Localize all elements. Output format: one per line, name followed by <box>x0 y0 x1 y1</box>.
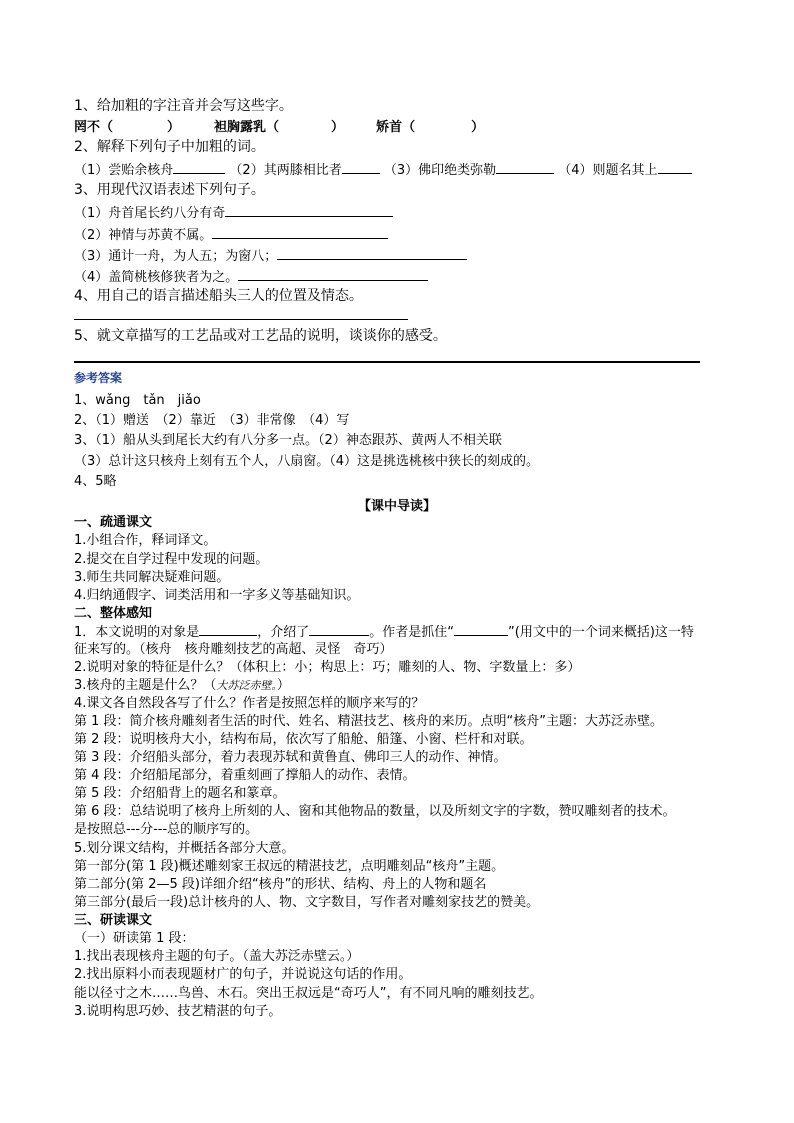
section-2-line-4 <box>74 677 290 694</box>
section-1-item: 4.归纳通假字、词类活用和一字多义等基础知识。 <box>74 588 360 603</box>
q1-item-1-close: ） <box>167 120 181 135</box>
order-note: 是按照总---分---总的顺序写的。 <box>74 822 259 837</box>
section-1-item: 1.小组合作，释词译文。 <box>74 533 217 548</box>
paragraph-summary: 第 1 段：简介核舟雕刻者生活的时代、姓名、精湛技艺、核舟的来历。点明“核舟”主题：大苏泛赤壁。 <box>74 714 664 729</box>
structure-part: 第三部分(最后一段)总计核舟的人、物、文字数目，写作者对雕刻家技艺的赞美。 <box>74 895 540 910</box>
answer-2: 2、（1）赠送 （2）靠近 （3）非常像 （4）写 <box>74 413 350 428</box>
q3-item-4 <box>74 268 428 286</box>
s2-l4-part-a: 3.核舟的主题是什么？（ <box>74 678 217 693</box>
s2-l1-part-c: 。作者是抓住“ <box>369 625 455 640</box>
q2-item-3: （3）佛印绝类弥勒 <box>383 163 497 178</box>
q1-item-1: 罔不（ <box>74 120 114 135</box>
question-1-items <box>74 119 484 136</box>
section-3-title: 三、研读课文 <box>74 913 153 928</box>
question-5: 5、就文章描写的工艺品或对工艺品的说明，谈谈你的感受。 <box>74 328 447 344</box>
section-2-line-1 <box>74 623 694 641</box>
section-2-title: 二、整体感知 <box>74 606 153 621</box>
answer-line-q5 <box>74 361 700 363</box>
section-1-item: 3.师生共同解决疑难问题。 <box>74 570 230 585</box>
structure-part: 第二部分(第 2—5 段)详细介绍“核舟”的形状、结构、舟上的人物和题名 <box>74 877 487 892</box>
section-3-line: 1.找出表现核舟主题的句子。（盖大苏泛赤壁云。） <box>74 949 360 964</box>
answer-1: 1、wǎng tǎn jiǎo <box>74 393 201 408</box>
q3-item-1 <box>74 204 393 222</box>
q3-item-2-text: （2）神情与苏黄不属。 <box>74 228 213 243</box>
q1-item-2-close: ） <box>331 120 345 135</box>
s2-l1-part-d: ”(用文中的一个词来概括)这一特 <box>508 625 694 640</box>
section-3-line: 2.找出原料小而表现题材广的句子，并说说这句话的作用。 <box>74 967 412 982</box>
s2-l1-part-a: 1．本文说明的对象是 <box>74 625 200 640</box>
question-4: 4、用自己的语言描述船头三人的位置及情态。 <box>74 288 363 304</box>
q1-item-3-close: ） <box>471 120 485 135</box>
answers-title: 参考答案 <box>74 371 123 385</box>
section-2-line-2: 征来写的。（核舟 核舟雕刻技艺的高超、灵怪 奇巧） <box>74 642 393 657</box>
section-3-line: 能以径寸之木……鸟兽、木石。突出王叔远是“奇巧人”，有不同凡响的雕刻技艺。 <box>74 986 543 1001</box>
structure-part: 第一部分(第 1 段)概述雕刻家王叔远的精湛技艺，点明雕刻品“核舟”主题。 <box>74 859 505 874</box>
section-1-item: 2.提交在自学过程中发现的问题。 <box>74 552 269 567</box>
s2-l4-part-c: ） <box>276 678 290 693</box>
q1-item-3: 矫首（ <box>376 120 416 135</box>
section-1-title: 一、疏通课文 <box>74 515 153 530</box>
question-3: 3、用现代汉语表述下列句子。 <box>74 182 265 198</box>
q1-item-2: 袒胸露乳（ <box>214 120 280 135</box>
question-2: 2、解释下列句子中加粗的词。 <box>74 139 265 155</box>
section-2-line-3: 2.说明对象的特征是什么？（体积上：小；构思上：巧；雕刻的人、物、字数量上：多） <box>74 660 581 675</box>
question-1: 1、给加粗的字注音并会写这些字。 <box>74 98 293 114</box>
answer-3: 3、（1）船从头到尾长大约有八分多一点。（2）神态跟苏、黄两人不相关联 <box>74 433 502 448</box>
q2-item-1: （1）尝贻余核舟 <box>74 163 174 178</box>
answer-line-q4 <box>74 319 408 320</box>
s2-l1-part-b: ，介绍了 <box>257 625 310 640</box>
q3-item-4-text: （4）盖简桃核修狭者为之。 <box>74 270 239 285</box>
paragraph-summary: 第 3 段：介绍船头部分，着力表现苏轼和黄鲁直、佛印三人的动作、神情。 <box>74 750 507 765</box>
paragraph-summary: 第 2 段：说明核舟大小，结构布局，依次写了船舱、船篷、小窗、栏杆和对联。 <box>74 732 533 747</box>
q2-item-4: （4）则题名其上 <box>558 163 658 178</box>
q3-item-3 <box>74 247 467 265</box>
paragraph-summary: 第 6 段：总结说明了核舟上所刻的人、窗和其他物品的数量，以及所刻文字的字数，赞叹雕刻者的技术。 <box>74 804 676 819</box>
question-2-items <box>74 161 692 179</box>
guide-title: 【课中导读】 <box>357 499 436 514</box>
answer-3b: （3）总计这只核舟上刻有五个人，八扇窗。（4）这是挑选桃核中狭长的刻成的。 <box>74 454 540 469</box>
structure-question: 5.划分课文结构，并概括各部分大意。 <box>74 841 295 856</box>
q2-item-2: （2）其两膝相比者 <box>229 163 342 178</box>
paragraph-summary: 第 4 段：介绍船尾部分，着重刻画了撑船人的动作、表情。 <box>74 768 416 783</box>
section-2-line-5: 4.课文各自然段各写了什么？作者是按照怎样的顺序来写的？ <box>74 696 425 711</box>
q3-item-2 <box>74 226 388 244</box>
answer-4: 4、5略 <box>74 474 117 489</box>
q3-item-3-text: （3）通计一舟，为人五；为窗八； <box>74 249 278 264</box>
paragraph-summary: 第 5 段：介绍船背上的题名和篆章。 <box>74 786 286 801</box>
section-3-line: 3.说明构思巧妙、技艺精湛的句子。 <box>74 1004 282 1019</box>
section-3-line: （一）研读第 1 段： <box>74 931 195 946</box>
q3-item-1-text: （1）舟首尾长约八分有奇 <box>74 206 226 221</box>
handwritten-answer: 大苏泛赤壁。 <box>216 679 277 692</box>
